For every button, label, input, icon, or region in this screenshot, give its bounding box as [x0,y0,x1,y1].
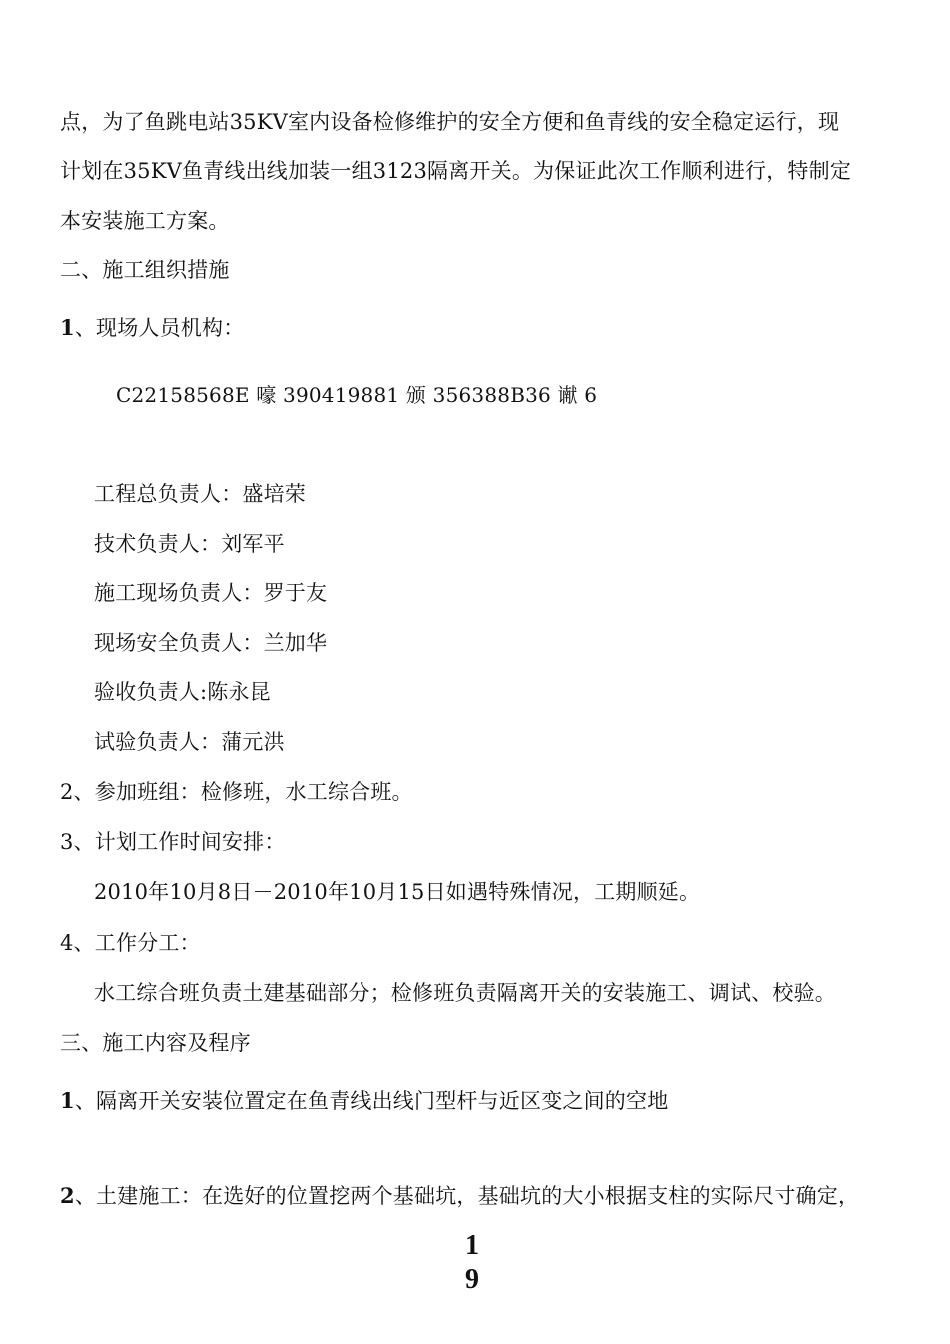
item-text: 、土建施工：在选好的位置挖两个基础坑，基础坑的大小根据支柱的实际尺寸确定， [74,1184,860,1208]
code-line: C22158568E 嚎 390419881 颁 356388B36 谳 6 [116,383,598,407]
section-2-heading: 二、施工组织措施 [60,258,230,282]
staff-line-3: 施工现场负责人：罗于友 [94,581,328,605]
section-3-item-1 [60,1087,668,1115]
item-text: 、隔离开关安装位置定在鱼青线出线门型杆与近区变之间的空地 [74,1089,669,1113]
section-2-item-1 [60,314,244,342]
item-number: 2 [60,1183,75,1208]
section-2-item-2: 2、参加班组：检修班，水工综合班。 [60,780,413,804]
section-2-item-4: 4、工作分工： [60,931,201,955]
intro-line-2: 计划在35KV鱼青线出线加装一组3123隔离开关。为保证此次工作顺利进行，特制定 [60,159,852,183]
item-text: 、现场人员机构： [74,316,245,340]
page-number-digit-2: 9 [465,1264,479,1295]
staff-line-6: 试验负责人：蒲元洪 [94,730,285,754]
section-3-heading: 三、施工内容及程序 [60,1031,251,1055]
staff-line-2: 技术负责人：刘军平 [94,532,285,556]
section-2-item-3-detail: 2010年10月8日－2010年10月15日如遇特殊情况，工期顺延。 [94,880,701,904]
section-2-item-4-detail: 水工综合班负责土建基础部分；检修班负责隔离开关的安装施工、调试、校验。 [94,981,836,1005]
item-number: 1 [60,1088,75,1113]
intro-line-1: 点，为了鱼跳电站35KV室内设备检修维护的安全方便和鱼青线的安全稳定运行，现 [60,110,840,134]
staff-line-4: 现场安全负责人：兰加华 [94,631,328,655]
intro-line-3: 本安装施工方案。 [60,209,230,233]
page-number-digit-1: 1 [465,1230,479,1261]
section-2-item-3: 3、计划工作时间安排： [60,830,286,854]
staff-line-1: 工程总负责人：盛培荣 [94,482,306,506]
section-3-item-2 [60,1182,859,1210]
item-number: 1 [60,315,75,340]
staff-line-5: 验收负责人:陈永昆 [94,680,271,704]
